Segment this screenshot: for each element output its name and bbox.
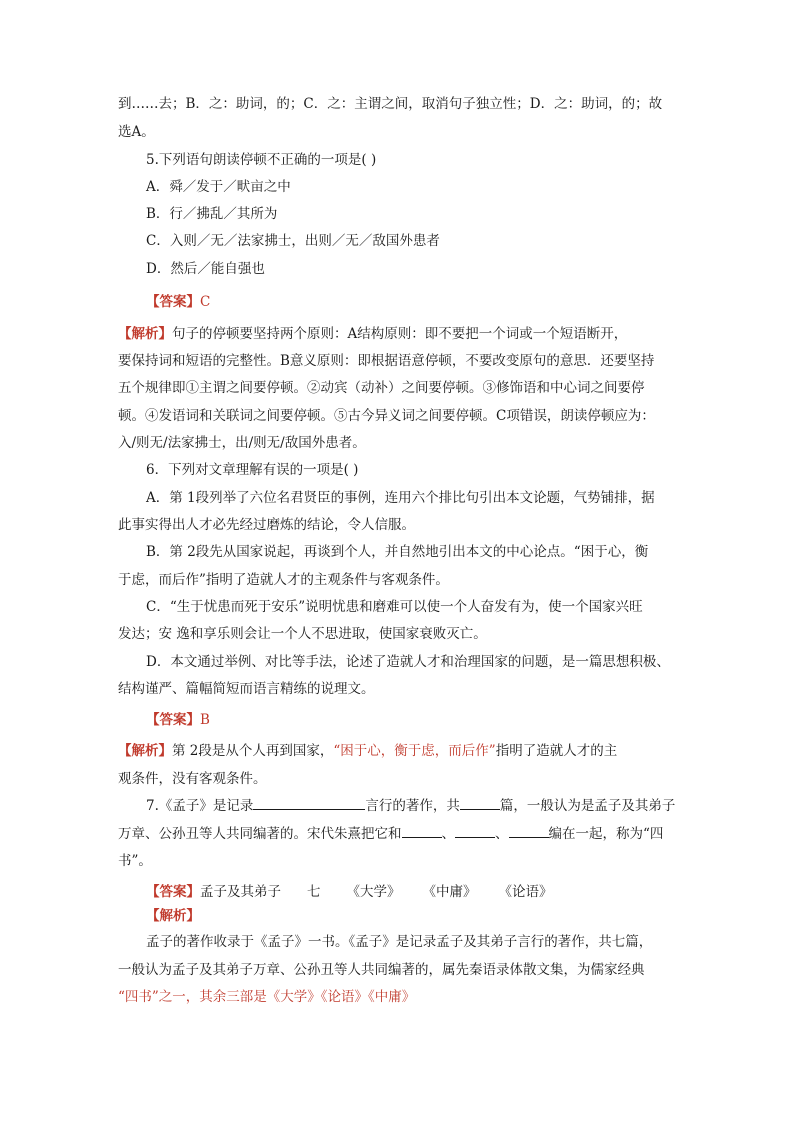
answer-tag: 【答案】 (146, 712, 200, 728)
analysis-5-line: 五个规律即①主谓之间要停顿。②动宾（动补）之间要停顿。③修饰语和中心词之间要停 (118, 380, 645, 396)
answer-tag: 【答案】 (146, 884, 200, 900)
question-6: 6．下列对文章理解有误的一项是( ) (146, 462, 359, 478)
option-6b-cont: 于虑，而后作”指明了造就人才的主观条件与客观条件。 (118, 572, 449, 588)
option-5a: A．舜／发于／畎亩之中 (146, 179, 291, 195)
option-6a: A．第 1段列举了六位名君贤臣的事例，连用六个排比句引出本文论题，气势铺排，据 (146, 490, 655, 506)
fill-blank (402, 824, 442, 838)
analysis-7-tag (146, 906, 200, 926)
answer-6 (146, 710, 210, 730)
question-7-cont: 书”。 (118, 853, 152, 869)
option-5d: D．然后／能自强也 (146, 261, 265, 277)
fill-blank (455, 824, 495, 838)
question-7: 7.《孟子》是记录 言行的著作，共 篇，一般认为是孟子及其弟子 (146, 798, 676, 814)
answer-5 (146, 292, 210, 312)
fill-blank (509, 824, 549, 838)
analysis-7-line: “四书”之一，其余三部是《大学》《论语》《中庸》 (118, 989, 416, 1005)
analysis-7-line: 一般认为孟子及其弟子万章、公孙丑等人共同编著的，属先秦语录体散文集，为儒家经典 (118, 962, 645, 978)
analysis-tag: 【解析】 (118, 743, 172, 759)
answer-7: 【答案】孟子及其弟子 七 《大学》 《中庸》 《论语》 (146, 884, 553, 900)
answer-value: B (200, 712, 210, 728)
option-6d: D．本文通过举例、对比等手法，论述了造就人才和治理国家的问题，是一篇思想积极、 (146, 654, 670, 670)
analysis-6-line: 观条件，没有客观条件。 (118, 771, 267, 787)
option-6d-cont: 结构谨严、篇幅简短而语言精练的说理文。 (118, 681, 375, 697)
option-6c: C．“生于忧患而死于安乐”说明忧患和磨难可以使一个人奋发有为，使一个国家兴旺 (146, 599, 643, 615)
option-6a-cont: 此事实得出人才必先经过磨炼的结论，令人信服。 (118, 517, 415, 533)
option-6b: B．第 2段先从国家说起，再谈到个人，并自然地引出本文的中心论点。“困于心，衡 (146, 544, 649, 560)
analysis-6-line: 【解析】第 2段是从个人再到国家，“困于心，衡于虑，而后作”指明了造就人才的主 (118, 743, 618, 759)
answer-value: C (200, 294, 211, 310)
analysis-7-line: 孟子的著作收录于《孟子》一书。《孟子》是记录孟子及其弟子言行的著作，共七篇， (146, 934, 653, 950)
prev-analysis-line: 选A。 (118, 124, 155, 140)
question-7-cont: 万章、公孙丑等人共同编著的。宋代朱熹把它和 、 、 编在一起，称为“四 (118, 826, 664, 842)
analysis-5-line: 【解析】句子的停顿要坚持两个原则：A结构原则：即不要把一个词或一个短语断开， (118, 326, 628, 342)
analysis-tag: 【解析】 (146, 908, 200, 924)
analysis-5-line: 要保持词和短语的完整性。B意义原则：即根据语意停顿，不要改变原句的意思．还要坚持 (118, 353, 655, 369)
answer-tag: 【答案】 (146, 294, 200, 310)
question-5: 5.下列语句朗读停顿不正确的一项是( ) (146, 152, 377, 168)
analysis-5-line: 顿。④发语词和关联词之间要停顿。⑤古今异义词之间要停顿。C项错误，朗读停顿应为： (118, 408, 655, 424)
option-5c: C．入则／无／法家拂士，出则／无／敌国外患者 (146, 233, 440, 249)
option-6c-cont: 发达；安 逸和享乐则会让一个人不思进取，使国家衰败灭亡。 (118, 626, 487, 642)
analysis-tag: 【解析】 (118, 326, 172, 342)
option-5b: B．行／拂乱／其所为 (146, 206, 278, 222)
prev-analysis-line: 到……去；B．之：助词，的；C．之：主谓之间，取消句子独立性；D．之：助词，的；故 (118, 96, 663, 112)
fill-blank (253, 796, 365, 810)
fill-blank (460, 796, 500, 810)
analysis-5-line: 入/则无/法家拂士，出/则无/敌国外患者。 (118, 435, 366, 451)
